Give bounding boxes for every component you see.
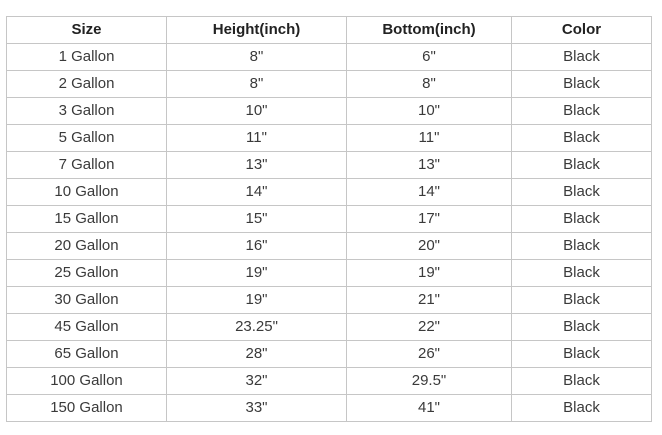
cell-color: Black — [512, 44, 652, 71]
table-row — [7, 98, 652, 125]
cell-height: 10" — [167, 98, 347, 125]
cell-height: 15" — [167, 206, 347, 233]
cell-height: 14" — [167, 179, 347, 206]
table-row — [7, 368, 652, 395]
cell-height: 19" — [167, 260, 347, 287]
table-row — [7, 341, 652, 368]
table-row — [7, 287, 652, 314]
cell-color: Black — [512, 125, 652, 152]
cell-height: 13" — [167, 152, 347, 179]
table-row — [7, 152, 652, 179]
cell-bottom: 8" — [347, 71, 512, 98]
cell-size: 100 Gallon — [7, 368, 167, 395]
cell-bottom: 14" — [347, 179, 512, 206]
cell-size: 1 Gallon — [7, 44, 167, 71]
cell-size: 150 Gallon — [7, 395, 167, 422]
table-row — [7, 179, 652, 206]
cell-bottom: 26" — [347, 341, 512, 368]
cell-bottom: 22" — [347, 314, 512, 341]
cell-bottom: 21" — [347, 287, 512, 314]
cell-height: 32" — [167, 368, 347, 395]
cell-bottom: 19" — [347, 260, 512, 287]
cell-color: Black — [512, 314, 652, 341]
cell-height: 33" — [167, 395, 347, 422]
cell-size: 15 Gallon — [7, 206, 167, 233]
cell-height: 8" — [167, 71, 347, 98]
cell-size: 20 Gallon — [7, 233, 167, 260]
cell-size: 2 Gallon — [7, 71, 167, 98]
cell-height: 19" — [167, 287, 347, 314]
cell-color: Black — [512, 260, 652, 287]
cell-size: 65 Gallon — [7, 341, 167, 368]
header-row — [7, 17, 652, 44]
cell-height: 23.25" — [167, 314, 347, 341]
cell-size: 3 Gallon — [7, 98, 167, 125]
cell-color: Black — [512, 152, 652, 179]
header-height: Height(inch) — [167, 17, 347, 44]
cell-color: Black — [512, 71, 652, 98]
cell-bottom: 17" — [347, 206, 512, 233]
cell-color: Black — [512, 341, 652, 368]
table-row — [7, 260, 652, 287]
table-row — [7, 206, 652, 233]
cell-height: 16" — [167, 233, 347, 260]
header-color: Color — [512, 17, 652, 44]
table-row — [7, 395, 652, 422]
cell-bottom: 6" — [347, 44, 512, 71]
cell-size: 45 Gallon — [7, 314, 167, 341]
cell-color: Black — [512, 368, 652, 395]
header-size: Size — [7, 17, 167, 44]
cell-bottom: 11" — [347, 125, 512, 152]
table-container — [6, 16, 652, 422]
table-row — [7, 125, 652, 152]
cell-size: 30 Gallon — [7, 287, 167, 314]
cell-color: Black — [512, 287, 652, 314]
cell-color: Black — [512, 98, 652, 125]
table-body — [7, 44, 652, 422]
size-spec-table — [6, 16, 652, 422]
cell-size: 5 Gallon — [7, 125, 167, 152]
cell-bottom: 13" — [347, 152, 512, 179]
cell-height: 11" — [167, 125, 347, 152]
cell-color: Black — [512, 179, 652, 206]
cell-bottom: 10" — [347, 98, 512, 125]
cell-height: 8" — [167, 44, 347, 71]
cell-color: Black — [512, 233, 652, 260]
cell-height: 28" — [167, 341, 347, 368]
cell-color: Black — [512, 206, 652, 233]
cell-color: Black — [512, 395, 652, 422]
cell-size: 10 Gallon — [7, 179, 167, 206]
cell-bottom: 41" — [347, 395, 512, 422]
cell-size: 25 Gallon — [7, 260, 167, 287]
header-bottom: Bottom(inch) — [347, 17, 512, 44]
table-row — [7, 233, 652, 260]
cell-size: 7 Gallon — [7, 152, 167, 179]
table-row — [7, 71, 652, 98]
table-row — [7, 314, 652, 341]
cell-bottom: 20" — [347, 233, 512, 260]
cell-bottom: 29.5" — [347, 368, 512, 395]
table-row — [7, 44, 652, 71]
